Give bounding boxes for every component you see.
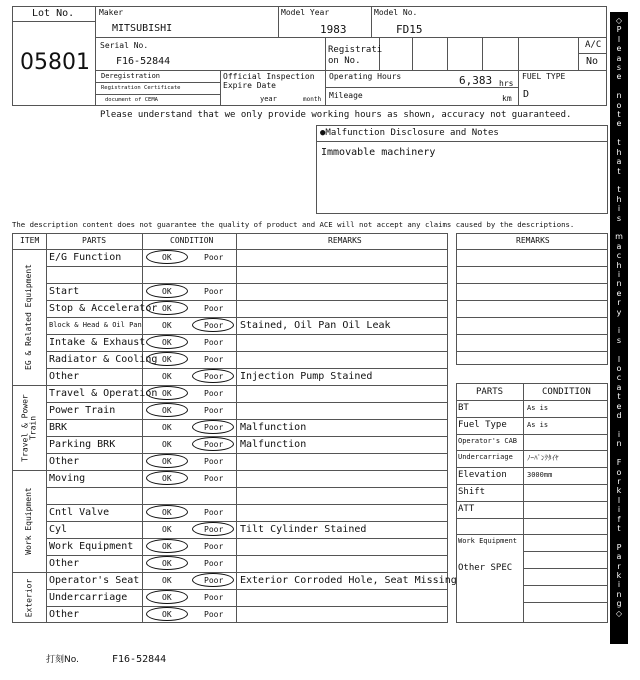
group-label: Travel & Power Train <box>19 393 37 462</box>
banner-glyph: e <box>616 119 622 129</box>
disclosure-text: Immovable machinery <box>321 147 436 158</box>
condition-ok[interactable]: OK <box>162 423 172 432</box>
banner-glyph: a <box>616 53 622 63</box>
banner-glyph: n <box>616 279 622 289</box>
row-divider <box>46 436 448 437</box>
ac-value: No <box>586 56 599 67</box>
part-label: Moving <box>49 473 86 484</box>
banner-glyph: t <box>617 138 621 148</box>
banner-space <box>618 345 621 354</box>
banner-space <box>618 420 621 429</box>
condition-ok[interactable]: OK <box>162 576 172 585</box>
remarks-line <box>456 266 608 267</box>
spec-part: Elevation <box>458 470 507 481</box>
ok-circle-mark <box>146 505 188 519</box>
ok-circle-mark <box>146 301 188 315</box>
row-divider <box>46 504 448 505</box>
ok-circle-mark <box>146 539 188 553</box>
spec-part: Fuel Type <box>458 419 507 430</box>
banner-glyph: d <box>616 411 622 421</box>
condition-ok[interactable]: OK <box>162 338 172 347</box>
ok-circle-mark <box>146 403 188 417</box>
condition-ok[interactable]: OK <box>162 304 172 313</box>
part-label: Block & Head & Oil Pan <box>49 321 142 329</box>
row-divider <box>46 317 448 318</box>
part-label: Stop & Accelerator <box>49 303 158 314</box>
condition-poor[interactable]: Poor <box>204 406 224 415</box>
remark-text: Injection Pump Stained <box>240 371 373 382</box>
part-label: Cyl <box>49 524 68 535</box>
banner-glyph: o <box>616 467 622 477</box>
ok-circle-mark <box>146 454 188 468</box>
part-label: Work Equipment <box>49 541 134 552</box>
banner-space <box>618 317 621 326</box>
spec-divider <box>523 551 608 552</box>
row-divider <box>46 589 448 590</box>
cema-label: document of CEMA <box>105 97 158 103</box>
spec-part: BT <box>458 403 469 413</box>
banner-space <box>618 533 621 542</box>
part-label: Radiator & Cooling <box>49 354 158 365</box>
spec-divider <box>456 417 608 418</box>
condition-ok[interactable]: OK <box>162 525 172 534</box>
part-label: Start <box>49 286 80 297</box>
condition-poor[interactable]: Poor <box>204 593 224 602</box>
ok-circle-mark <box>146 250 188 264</box>
banner-glyph: c <box>616 251 622 261</box>
inspection-label: Official Inspection Expire Date <box>223 72 315 90</box>
remarks-line <box>456 300 608 301</box>
remarks-line <box>456 334 608 335</box>
spec-part: Operator's CAB <box>458 436 518 445</box>
banner-glyph: i <box>617 505 621 515</box>
remark-text: Malfunction <box>240 439 307 450</box>
banner-glyph: n <box>616 439 622 449</box>
row-divider <box>46 538 448 539</box>
row-divider <box>46 419 448 420</box>
banner-glyph: P <box>616 542 622 552</box>
spec-divider <box>456 467 608 468</box>
row-divider <box>46 521 448 522</box>
ok-circle-mark <box>146 352 188 366</box>
ok-circle-mark <box>146 607 188 621</box>
part-label: Other <box>49 609 80 620</box>
stamp-no-label: 打刻No. <box>46 655 79 665</box>
banner-glyph: t <box>617 185 621 195</box>
banner-glyph: r <box>617 298 621 308</box>
serial-label: Serial No. <box>100 41 149 50</box>
spec-part: ATT <box>458 503 475 514</box>
banner-glyph: i <box>617 429 621 439</box>
remarks-line <box>456 351 608 352</box>
poor-circle-mark <box>192 369 234 383</box>
condition-poor[interactable]: Poor <box>204 253 224 262</box>
spec-table <box>456 383 608 623</box>
poor-circle-mark <box>192 420 234 434</box>
spec-divider <box>456 484 608 485</box>
banner-glyph: k <box>616 570 622 580</box>
model-year-value: 1983 <box>320 23 347 36</box>
banner-glyph: y <box>616 307 622 317</box>
condition-ok[interactable]: OK <box>162 610 172 619</box>
banner-glyph: a <box>616 157 622 167</box>
remark-text: Exterior Corroded Hole, Seat Missing <box>240 575 457 586</box>
right-remarks-header: REMARKS <box>516 236 550 245</box>
location-note-banner <box>610 12 628 644</box>
registration-label: Registrati on No. <box>328 45 383 66</box>
condition-ok[interactable]: OK <box>162 372 172 381</box>
poor-circle-mark <box>192 318 234 332</box>
year-label: year <box>260 95 277 103</box>
condition-poor[interactable]: Poor <box>204 287 224 296</box>
banner-space <box>618 82 621 91</box>
part-label: Other <box>49 456 80 467</box>
ok-circle-mark <box>146 335 188 349</box>
part-label: Undercarriage <box>49 592 128 603</box>
condition-ok[interactable]: OK <box>162 321 172 330</box>
spec-part: Shift <box>458 487 486 497</box>
poor-circle-mark <box>192 437 234 451</box>
condition-ok[interactable]: OK <box>162 457 172 466</box>
condition-ok[interactable]: OK <box>162 440 172 449</box>
model-year-label: Model Year <box>281 8 330 17</box>
spec-divider <box>456 501 608 502</box>
header-remarks: REMARKS <box>328 236 362 245</box>
operating-hours-value: 6,383 <box>459 74 493 87</box>
banner-glyph: s <box>616 213 622 223</box>
model-no-label: Model No. <box>374 8 418 17</box>
row-divider <box>46 266 448 267</box>
condition-poor[interactable]: Poor <box>204 338 224 347</box>
banner-glyph: r <box>617 561 621 571</box>
banner-glyph: i <box>617 326 621 336</box>
banner-space <box>618 129 621 138</box>
header-parts: PARTS <box>82 236 107 245</box>
fuel-type-label: FUEL TYPE <box>522 72 566 81</box>
banner-glyph: i <box>617 204 621 214</box>
spec-value: As is <box>527 420 549 429</box>
condition-poor[interactable]: Poor <box>204 389 224 398</box>
banner-glyph: o <box>616 100 622 110</box>
banner-glyph: F <box>616 458 622 468</box>
registration-certificate-label: Registration Certificate <box>101 85 181 91</box>
fuel-type-value: D <box>523 89 530 100</box>
disclosure-title: ●Malfunction Disclosure and Notes <box>320 128 499 138</box>
part-label: Travel & Operation <box>49 388 158 399</box>
spec-part: Other SPEC <box>458 562 513 573</box>
spec-divider <box>523 602 608 603</box>
part-label: Parking BRK <box>49 439 116 450</box>
banner-glyph: e <box>616 44 622 54</box>
ok-circle-mark <box>146 471 188 485</box>
maker-value: MITSUBISHI <box>112 23 173 34</box>
part-label: Operator's Seat <box>49 575 140 586</box>
condition-poor[interactable]: Poor <box>204 610 224 619</box>
condition-poor[interactable]: Poor <box>204 321 224 330</box>
spec-value: ﾉｰﾊﾟﾝｸﾀｲﾔ <box>527 454 559 463</box>
banner-glyph: t <box>617 523 621 533</box>
part-label: E/G Function <box>49 252 122 263</box>
banner-glyph: l <box>617 354 621 364</box>
lot-label: Lot No. <box>32 8 75 19</box>
banner-glyph: m <box>615 232 623 242</box>
ac-label: A/C <box>585 40 602 50</box>
banner-glyph: f <box>617 514 621 524</box>
banner-glyph: t <box>617 392 621 402</box>
banner-glyph: i <box>617 580 621 590</box>
ok-circle-mark <box>146 556 188 570</box>
part-label: Other <box>49 371 80 382</box>
banner-space <box>618 176 621 185</box>
part-label: Intake & Exhaust <box>49 337 146 348</box>
ok-circle-mark <box>146 284 188 298</box>
spec-part: Work Equipment <box>458 537 518 546</box>
ok-circle-mark <box>146 590 188 604</box>
banner-glyph: ◇ <box>615 16 623 25</box>
condition-ok[interactable]: OK <box>162 508 172 517</box>
condition-ok[interactable]: OK <box>162 474 172 483</box>
banner-glyph: e <box>616 72 622 82</box>
banner-glyph: l <box>617 34 621 44</box>
ok-circle-mark <box>146 386 188 400</box>
condition-ok[interactable]: OK <box>162 406 172 415</box>
remarks-line <box>456 317 608 318</box>
row-divider <box>46 283 448 284</box>
condition-poor[interactable]: Poor <box>204 576 224 585</box>
banner-glyph: ◇ <box>615 608 623 618</box>
condition-poor[interactable]: Poor <box>204 457 224 466</box>
banner-glyph: n <box>616 589 622 599</box>
notice-text: Please understand that we only provide working hours as shown, accuracy not guaranteed. <box>100 110 572 120</box>
row-divider <box>46 300 448 301</box>
spec-divider <box>456 518 608 519</box>
banner-space <box>618 449 621 458</box>
row-divider <box>12 572 448 573</box>
banner-glyph: a <box>616 241 622 251</box>
spec-divider <box>456 534 608 535</box>
spec-value: As is <box>527 404 549 412</box>
remark-text: Stained, Oil Pan Oil Leak <box>240 320 391 331</box>
spec-divider <box>456 450 608 451</box>
condition-ok[interactable]: OK <box>162 542 172 551</box>
row-divider <box>46 487 448 488</box>
condition-ok[interactable]: OK <box>162 253 172 262</box>
row-divider <box>46 453 448 454</box>
hrs-unit: hrs <box>499 79 514 88</box>
row-divider <box>46 606 448 607</box>
banner-glyph: h <box>616 147 622 157</box>
deregistration-label: Deregistration <box>101 72 161 80</box>
spec-divider <box>523 585 608 586</box>
group-label: Work Equipment <box>23 487 33 555</box>
remark-text: Malfunction <box>240 422 307 433</box>
row-divider <box>46 555 448 556</box>
part-label: Cntl Valve <box>49 507 110 518</box>
row-divider <box>46 351 448 352</box>
spec-part: Undercarriage <box>458 453 513 462</box>
condition-poor[interactable]: Poor <box>204 440 224 449</box>
condition-poor[interactable]: Poor <box>204 559 224 568</box>
row-divider <box>46 334 448 335</box>
banner-glyph: a <box>616 552 622 562</box>
banner-glyph: l <box>617 495 621 505</box>
condition-ok[interactable]: OK <box>162 287 172 296</box>
stamp-no-value: F16-52844 <box>112 654 167 665</box>
banner-glyph: h <box>616 194 622 204</box>
row-divider <box>46 402 448 403</box>
banner-glyph: c <box>616 373 622 383</box>
condition-ok[interactable]: OK <box>162 389 172 398</box>
spec-divider <box>523 568 608 569</box>
banner-glyph: o <box>616 364 622 374</box>
banner-glyph: t <box>617 166 621 176</box>
condition-poor[interactable]: Poor <box>204 474 224 483</box>
banner-glyph: P <box>616 25 622 35</box>
condition-poor[interactable]: Poor <box>204 542 224 551</box>
banner-glyph: g <box>616 599 622 609</box>
poor-circle-mark <box>192 522 234 536</box>
condition-poor[interactable]: Poor <box>204 355 224 364</box>
spec-divider <box>456 434 608 435</box>
condition-ok[interactable]: OK <box>162 593 172 602</box>
disclaimer-text: The description content does not guarantee the quality of product and ACE will not accept any claims caused by the descriptions. <box>12 220 575 229</box>
header-condition: CONDITION <box>170 236 214 245</box>
month-label: month <box>303 96 322 103</box>
mileage-label: Mileage <box>329 91 363 100</box>
model-no-value: FD15 <box>396 23 423 36</box>
part-label: Other <box>49 558 80 569</box>
poor-circle-mark <box>192 573 234 587</box>
disclosure-box <box>316 125 608 214</box>
operating-hours-label: Operating Hours <box>329 72 402 81</box>
km-unit: km <box>502 94 512 103</box>
spec-value: 3000mm <box>527 471 553 480</box>
right-remarks-box <box>456 233 608 365</box>
part-label: Power Train <box>49 405 116 416</box>
condition-ok[interactable]: OK <box>162 559 172 568</box>
banner-glyph: e <box>616 288 622 298</box>
lot-number: 05801 <box>20 50 90 75</box>
part-label: BRK <box>49 422 68 433</box>
condition-poor[interactable]: Poor <box>204 525 224 534</box>
group-label: Exterior <box>23 578 33 617</box>
spec-header-parts: PARTS <box>476 387 504 397</box>
group-label: EG & Related Equipment <box>23 264 33 370</box>
banner-glyph: k <box>616 486 622 496</box>
banner-glyph: n <box>616 91 622 101</box>
remark-text: Tilt Cylinder Stained <box>240 524 367 535</box>
maker-label: Maker <box>99 8 124 17</box>
remarks-line <box>456 283 608 284</box>
banner-glyph: e <box>616 401 622 411</box>
banner-glyph: r <box>617 476 621 486</box>
condition-poor[interactable]: Poor <box>204 372 224 381</box>
banner-space <box>618 223 621 232</box>
condition-poor[interactable]: Poor <box>204 508 224 517</box>
row-divider <box>46 368 448 369</box>
spec-header-condition: CONDITION <box>542 387 591 397</box>
banner-glyph: t <box>617 110 621 120</box>
row-divider <box>12 385 448 386</box>
row-divider <box>12 470 448 471</box>
condition-poor[interactable]: Poor <box>204 423 224 432</box>
banner-glyph: s <box>616 63 622 73</box>
banner-glyph: h <box>616 260 622 270</box>
header-item: ITEM <box>20 236 40 245</box>
banner-glyph: s <box>616 335 622 345</box>
banner-glyph: i <box>617 269 621 279</box>
condition-ok[interactable]: OK <box>162 355 172 364</box>
banner-glyph: a <box>616 382 622 392</box>
condition-poor[interactable]: Poor <box>204 304 224 313</box>
serial-value: F16-52844 <box>116 56 171 67</box>
